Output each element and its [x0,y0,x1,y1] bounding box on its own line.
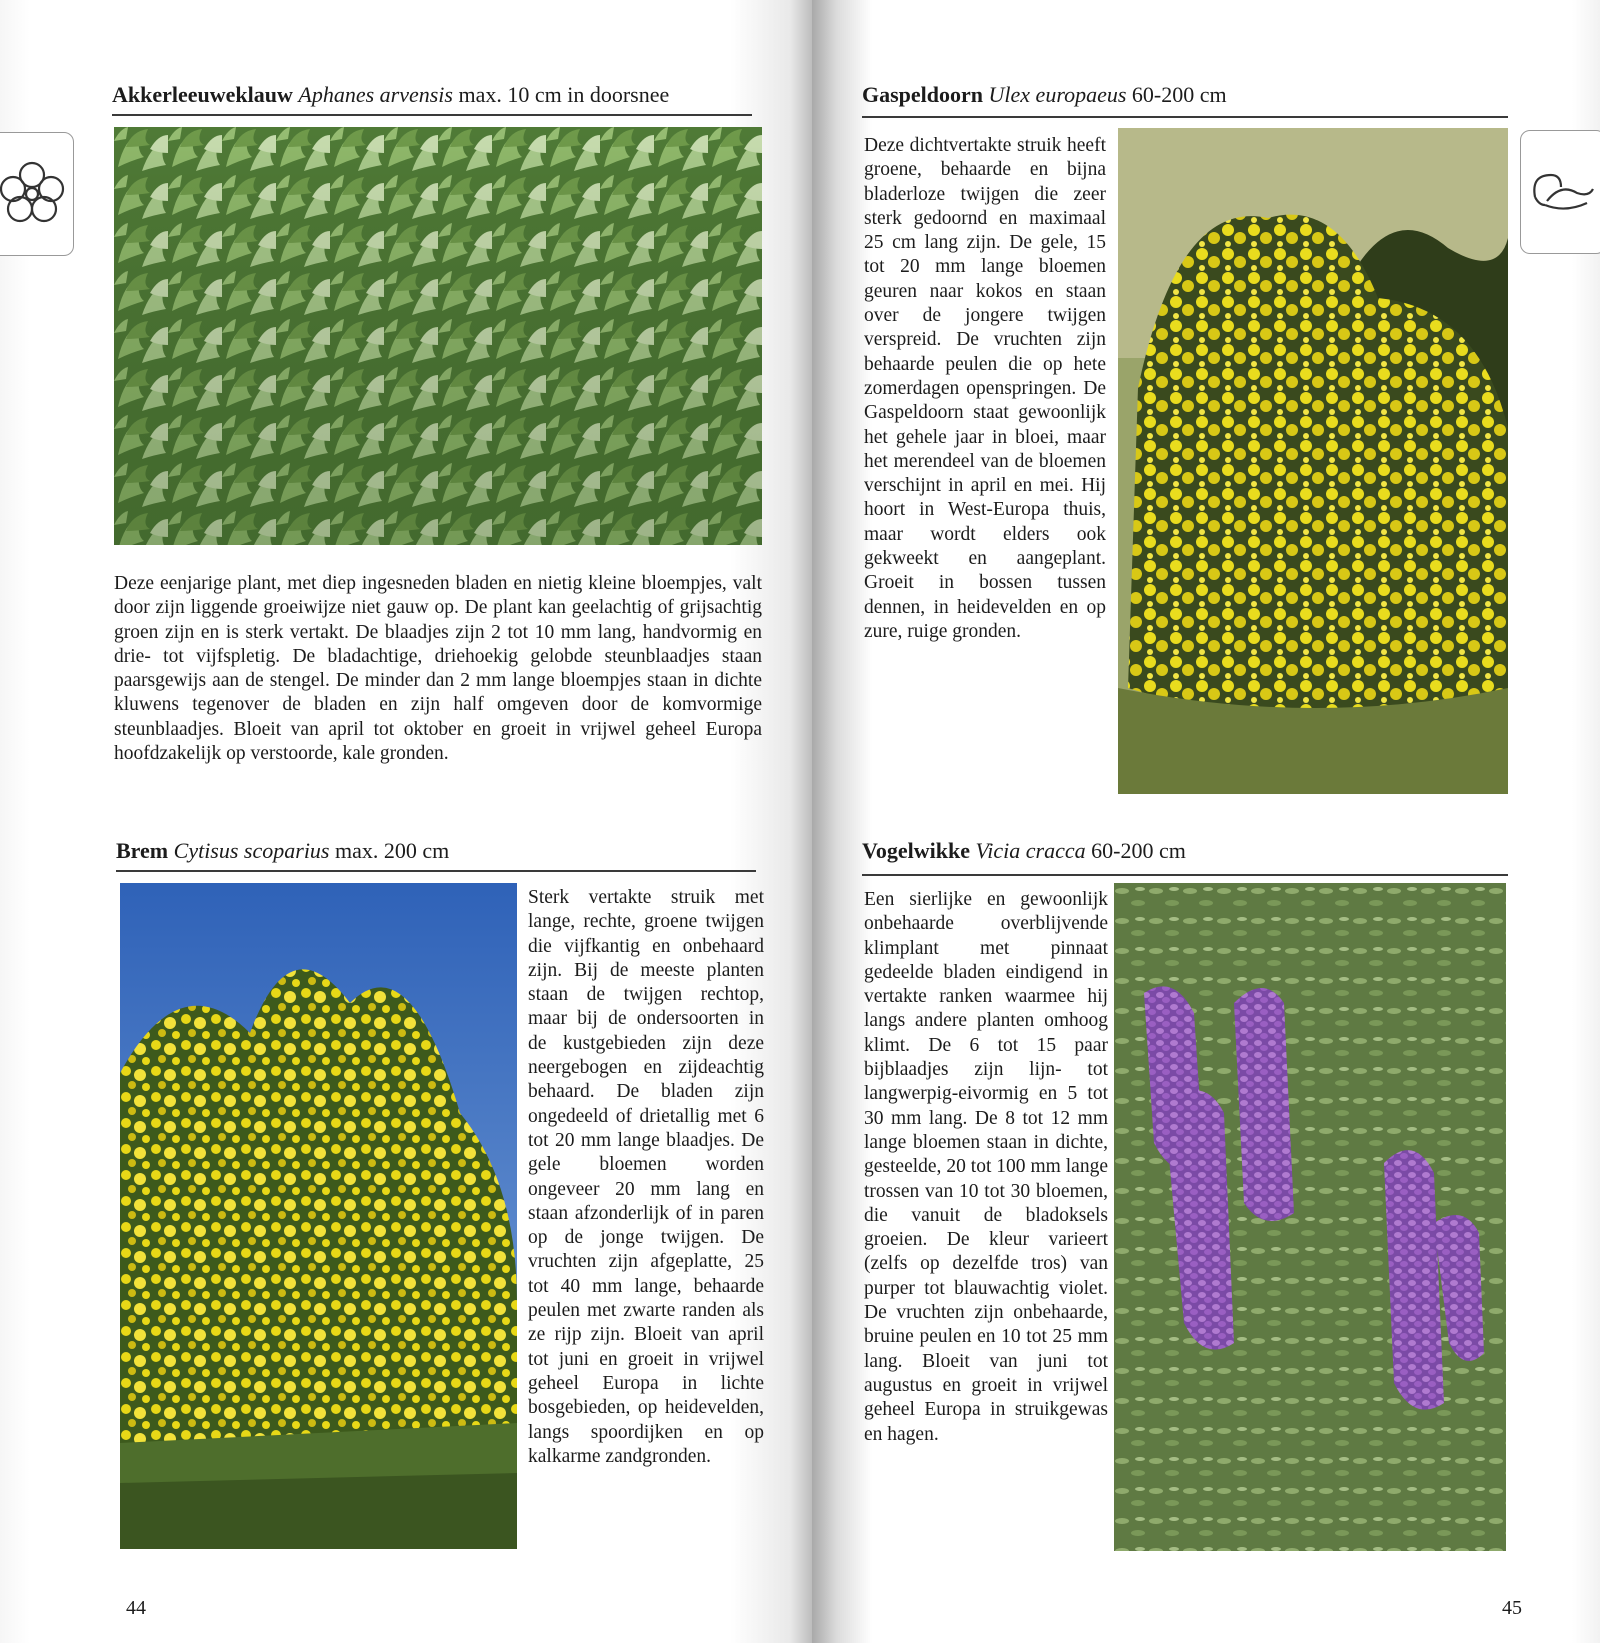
vetch-flowers-photo [1114,883,1506,1551]
entry-text-brem: Sterk vertakte struik met lange, rechte, groene twijgen die vijfkantig en onbehaard zijn. Bij de meeste planten staan de twijgen rechtop, maar bij de ondersoorten in de kustgebieden zijn deze neergebogen en zijdeachtig behaard. De bladen zijn ongedeeld of drietallig met 6 tot 20 mm lange blaadjes. De gele bloemen worden ongeveer 20 mm lang en staan afzonderlijk of in paren op de jonge twijgen. De vruchten zijn afgeplatte, 25 tot 40 mm lange, behaarde peulen met zwarte randen als ze rijp zijn. Bloeit van april tot juni en groeit in vrijwel geheel Europa in lichte bosgebieden, op heidevelden, langs spoordijken en op kalkarme zandgronden. [528,887,764,1467]
category-tab-right[interactable] [1520,130,1600,254]
plant-size: max. 200 cm [335,838,450,863]
latin-name: Cytisus scoparius [173,838,330,863]
right-page [812,0,1600,1643]
gorse-shrub-photo [1118,128,1508,794]
category-tab-left[interactable] [0,132,74,256]
broom-shrub-photo [120,883,517,1549]
page-number-right: 45 [1502,1597,1522,1619]
common-name: Gaspeldoorn [862,82,984,107]
leaf-mat-photo [114,127,762,545]
entry-heading-brem [116,838,449,864]
heading-rule [116,870,756,872]
entry-text-gaspeldoorn: Deze dichtvertakte struik heeft groene, behaarde en bijna bladerloze twijgen die zeer sterk gedoornd en maximaal 25 cm lang zijn. De gele, 15 tot 20 mm lange bloemen geuren naar kokos en staan over de jongere twijgen verspreid. De vruchten zijn behaarde peulen die op hete zomerdagen openspringen. De Gaspeldoorn staat gewoonlijk het gehele jaar in bloei, maar het merendeel van de bloemen verschijnt in april en mei. Hij hoort in West-Europa thuis, maar wordt elders ook gekweekt en aangeplant. Groeit in bossen tussen dennen, in heidevelden en op zure, ruige gronden. [864,135,1106,642]
photo-akkerleeuweklauw [114,127,762,545]
photo-brem [120,883,517,1549]
latin-name: Ulex europaeus [988,82,1127,107]
entry-heading-akkerleeuweklauw [112,82,669,108]
common-name: Akkerleeuweklauw [112,82,293,107]
photo-gaspeldoorn [1118,128,1508,794]
entry-heading-vogelwikke [862,838,1186,864]
latin-name: Aphanes arvensis [298,82,453,107]
five-petal-flower-icon [0,133,75,257]
common-name: Brem [116,838,169,863]
entry-text-vogelwikke: Een sierlijke en gewoonlijk onbehaarde overblijvende klimplant met pinnaat gedeelde bladen eindigend in vertakte ranken waarmee hij langs andere planten omhoog klimt. De 6 tot 15 paar bijblaadjes zijn lijn- tot langwerpig-eivormig en 5 tot 30 mm lang. De 8 tot 12 mm lange bloemen staan in dichte, gesteelde, 20 tot 100 mm lange trossen van 10 tot 30 bloemen, die vanuit de bladoksels groeien. De kleur varieert (zelfs op dezelfde tros) van purper tot blauwachtig violet. De vruchten zijn onbehaarde, bruine peulen en 10 tot 25 mm lang. Bloeit van juni tot augustus en groeit in vrijwel geheel Europa in struikgewas en hagen. [864,889,1108,1445]
plant-size: max. 10 cm in doorsnee [458,82,670,107]
entry-heading-gaspeldoorn [862,82,1227,108]
common-name: Vogelwikke [862,838,970,863]
photo-vogelwikke [1114,883,1506,1551]
entry-text-akkerleeuweklauw: Deze eenjarige plant, met diep ingesneden bladen en nietig kleine bloempjes, valt door zijn liggende groeiwijze niet gauw op. De plant kan geelachtig of grijsachtig groen zijn en is sterk vertakt. De blaadjes zijn 2 tot 10 mm lang, handvormig en drie- tot vijfspletig. De bladachtige, driehoekig gelobde steunblaadjes staan paarsgewijs aan de stengel. De minder dan 2 mm lange bloempjes staan in dichte kluwens tegenover de bladen en zijn half omgeven door de komvormige steunblaadjes. Bloeit van april tot oktober en groeit in vrijwel geheel Europa hoofdzakelijk op verstoorde, kale gronden. [114,573,762,765]
heading-rule [862,874,1508,876]
page-number-left: 44 [126,1597,146,1619]
heading-rule [112,114,752,116]
pea-flower-icon [1521,131,1600,255]
plant-size: 60-200 cm [1091,838,1186,863]
heading-rule [862,116,1508,118]
latin-name: Vicia cracca [975,838,1086,863]
plant-size: 60-200 cm [1131,82,1227,107]
